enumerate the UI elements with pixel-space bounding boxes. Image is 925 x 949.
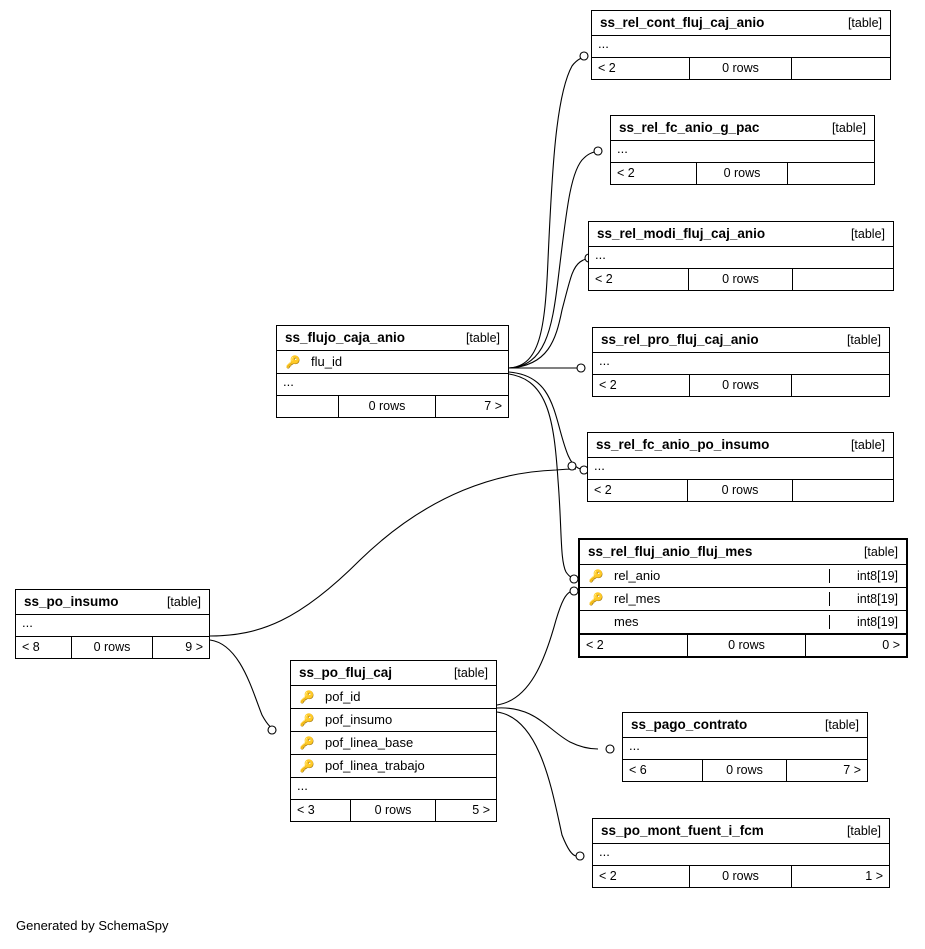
table-title: ss_rel_cont_fluj_caj_anio	[600, 15, 765, 30]
table-title: ss_flujo_caja_anio	[285, 330, 406, 345]
hidden-columns-ellipsis: ...	[291, 778, 496, 800]
table-ss_flujo_caja_anio[interactable]	[276, 325, 509, 418]
outgoing-relations-count: 1 >	[865, 869, 883, 883]
outgoing-relations-count	[793, 480, 893, 501]
column-row[interactable]	[291, 755, 496, 778]
table-title: ss_rel_fc_anio_po_insumo	[596, 437, 770, 452]
outgoing-relations-count	[792, 375, 889, 396]
hidden-columns-ellipsis: ...	[593, 353, 889, 375]
hidden-columns-ellipsis: ...	[16, 615, 209, 637]
row-count: 0 rows	[697, 163, 788, 184]
table-header	[580, 540, 906, 565]
incoming-relations-count: < 2	[580, 635, 688, 656]
column-row[interactable]	[277, 351, 508, 374]
column-row[interactable]	[580, 588, 906, 611]
table-title: ss_po_insumo	[24, 594, 119, 609]
incoming-relations-count: < 3	[291, 800, 351, 821]
generated-by-caption: Generated by SchemaSpy	[16, 918, 169, 933]
table-type-tag: [table]	[166, 594, 201, 609]
table-header	[588, 433, 893, 458]
table-header	[592, 11, 890, 36]
outgoing-relations-count	[788, 163, 874, 184]
table-footer	[623, 760, 867, 781]
column-type: int8[19]	[829, 569, 900, 583]
table-footer	[277, 396, 508, 417]
incoming-relations-count: < 2	[592, 58, 690, 79]
table-title: ss_rel_fc_anio_g_pac	[619, 120, 760, 135]
table-header	[623, 713, 867, 738]
column-type: int8[19]	[829, 615, 900, 629]
row-count: 0 rows	[703, 760, 787, 781]
foreign-key-icon: 🔑	[299, 758, 315, 773]
table-type-tag: [table]	[453, 665, 488, 680]
table-header	[589, 222, 893, 247]
column-name: pof_id	[325, 689, 361, 704]
column-row[interactable]	[580, 611, 906, 634]
table-header	[277, 326, 508, 351]
hidden-columns-ellipsis: ...	[277, 374, 508, 396]
table-type-tag: [table]	[831, 120, 866, 135]
table-ss_rel_fc_anio_po_insumo[interactable]	[587, 432, 894, 502]
table-footer	[589, 269, 893, 290]
table-header	[593, 819, 889, 844]
outgoing-relations-count: 9 >	[185, 640, 203, 654]
outgoing-relations-count: 5 >	[472, 803, 490, 817]
column-name: rel_anio	[614, 568, 661, 583]
table-type-tag: [table]	[850, 226, 885, 241]
table-title: ss_rel_pro_fluj_caj_anio	[601, 332, 759, 347]
outgoing-relations-count	[792, 58, 890, 79]
column-row[interactable]	[291, 732, 496, 755]
table-ss_po_mont_fuent_i_fcm[interactable]	[592, 818, 890, 888]
table-type-tag: [table]	[863, 544, 898, 559]
table-title: ss_po_fluj_caj	[299, 665, 393, 680]
row-count: 0 rows	[690, 375, 792, 396]
row-count: 0 rows	[688, 635, 806, 656]
primary-key-icon: 🔑	[588, 591, 604, 606]
table-type-tag: [table]	[824, 717, 859, 732]
table-header	[593, 328, 889, 353]
table-ss_rel_fluj_anio_fluj_mes[interactable]	[578, 538, 908, 658]
table-footer	[593, 375, 889, 396]
hidden-columns-ellipsis: ...	[589, 247, 893, 269]
incoming-relations-count	[277, 396, 339, 417]
row-count: 0 rows	[689, 269, 793, 290]
table-type-tag: [table]	[846, 823, 881, 838]
row-count: 0 rows	[339, 396, 436, 417]
row-count: 0 rows	[690, 58, 792, 79]
column-name: pof_linea_trabajo	[325, 758, 425, 773]
table-footer	[593, 866, 889, 887]
foreign-key-icon: 🔑	[299, 712, 315, 727]
table-title: ss_rel_fluj_anio_fluj_mes	[588, 544, 753, 559]
column-row[interactable]	[291, 709, 496, 732]
table-header	[611, 116, 874, 141]
table-footer	[291, 800, 496, 821]
outgoing-relations-count	[793, 269, 893, 290]
table-ss_rel_fc_anio_g_pac[interactable]	[610, 115, 875, 185]
incoming-relations-count: < 2	[589, 269, 689, 290]
column-name: pof_linea_base	[325, 735, 414, 750]
table-type-tag: [table]	[465, 330, 500, 345]
outgoing-relations-count: 7 >	[843, 763, 861, 777]
hidden-columns-ellipsis: ...	[592, 36, 890, 58]
row-count: 0 rows	[688, 480, 793, 501]
column-row[interactable]	[291, 686, 496, 709]
hidden-columns-ellipsis: ...	[593, 844, 889, 866]
row-count: 0 rows	[72, 637, 153, 658]
column-name: flu_id	[311, 354, 343, 369]
table-ss_rel_pro_fluj_caj_anio[interactable]	[592, 327, 890, 397]
table-ss_rel_cont_fluj_caj_anio[interactable]	[591, 10, 891, 80]
table-footer	[580, 634, 906, 656]
table-header	[291, 661, 496, 686]
outgoing-relations-count: 7 >	[484, 399, 502, 413]
table-ss_po_insumo[interactable]	[15, 589, 210, 659]
table-header	[16, 590, 209, 615]
incoming-relations-count: < 2	[593, 375, 690, 396]
incoming-relations-count: < 6	[623, 760, 703, 781]
table-footer	[16, 637, 209, 658]
table-footer	[611, 163, 874, 184]
table-footer	[588, 480, 893, 501]
hidden-columns-ellipsis: ...	[623, 738, 867, 760]
column-name: rel_mes	[614, 591, 661, 606]
table-type-tag: [table]	[847, 15, 882, 30]
hidden-columns-ellipsis: ...	[611, 141, 874, 163]
table-title: ss_pago_contrato	[631, 717, 748, 732]
table-type-tag: [table]	[846, 332, 881, 347]
incoming-relations-count: < 2	[593, 866, 690, 887]
table-title: ss_po_mont_fuent_i_fcm	[601, 823, 764, 838]
table-ss_po_fluj_caj[interactable]	[290, 660, 497, 822]
incoming-relations-count: < 8	[16, 637, 72, 658]
row-count: 0 rows	[690, 866, 792, 887]
row-count: 0 rows	[351, 800, 436, 821]
outgoing-relations-count: 0 >	[882, 638, 900, 652]
hidden-columns-ellipsis: ...	[588, 458, 893, 480]
incoming-relations-count: < 2	[588, 480, 688, 501]
table-ss_rel_modi_fluj_caj_anio[interactable]	[588, 221, 894, 291]
primary-key-icon: 🔑	[588, 568, 604, 583]
column-row[interactable]	[580, 565, 906, 588]
table-title: ss_rel_modi_fluj_caj_anio	[597, 226, 766, 241]
incoming-relations-count: < 2	[611, 163, 697, 184]
table-footer	[592, 58, 890, 79]
table-type-tag: [table]	[850, 437, 885, 452]
foreign-key-icon: 🔑	[299, 735, 315, 750]
column-type: int8[19]	[829, 592, 900, 606]
column-name: mes	[614, 614, 639, 629]
column-name: pof_insumo	[325, 712, 393, 727]
primary-key-icon: 🔑	[299, 689, 315, 704]
table-ss_pago_contrato[interactable]	[622, 712, 868, 782]
primary-key-icon: 🔑	[285, 354, 301, 369]
